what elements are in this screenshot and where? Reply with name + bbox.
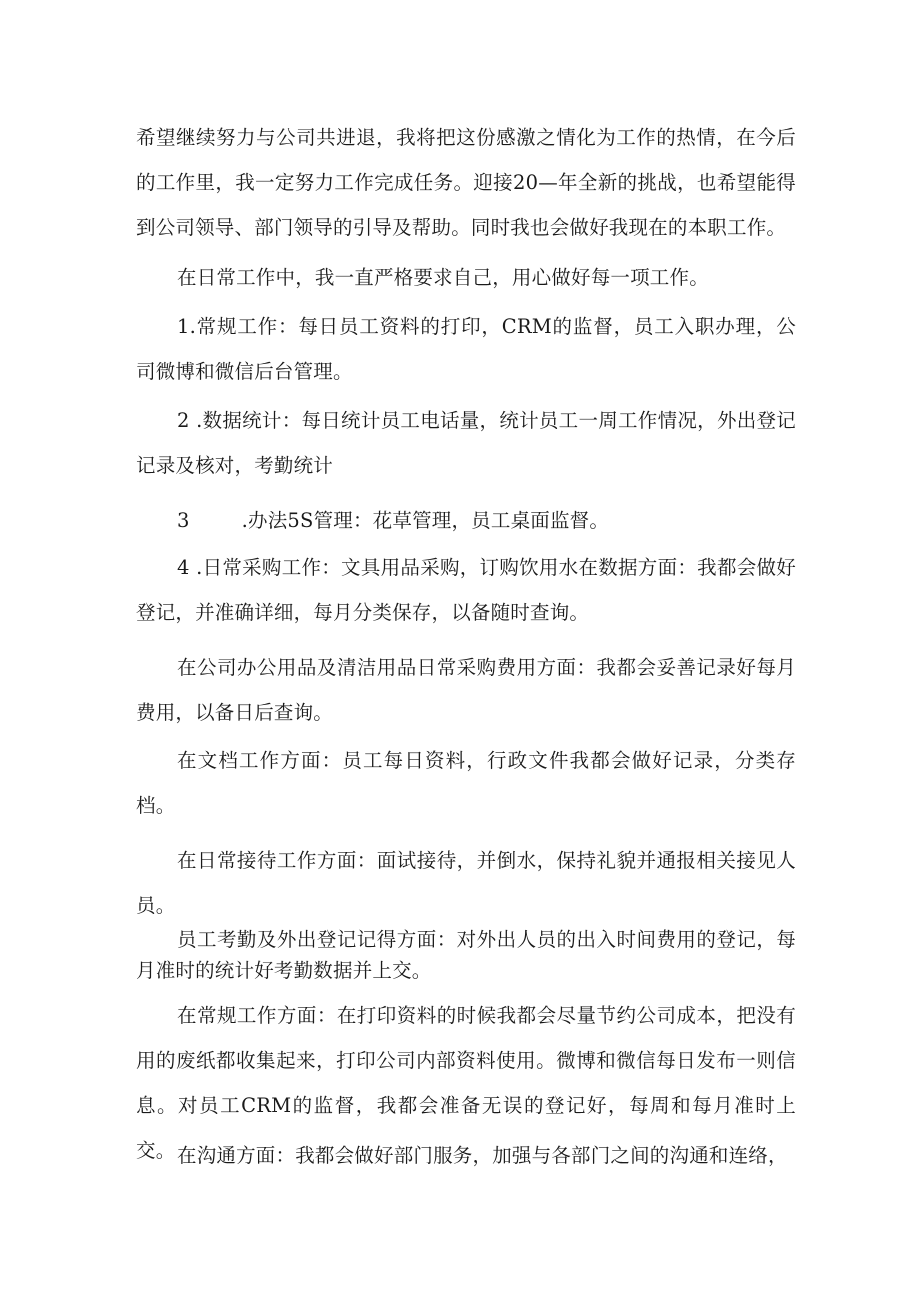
paragraph-continuation: 希望继续努力与公司共进退，我将把这份感激之情化为工作的热情，在今后的工作里，我一定努力工作完成任务。迎接20—年全新的挑战，也希望能得到公司领导、部门领导的引导及帮助。同时我也会做好我现在的本职工作。 (136, 126, 796, 239)
paragraph-reception-work: 在日常接待工作方面：面试接待，并倒水，保持礼貌并通报相关接见人员。 (136, 849, 796, 917)
paragraph-daily-work-intro: 在日常工作中，我一直严格要求自己，用心做好每一项工作。 (177, 266, 709, 289)
paragraph-communication: 在沟通方面：我都会做好部门服务，加强与各部门之间的沟通和连络， (177, 1144, 788, 1167)
paragraph-document-work: 在文档工作方面：员工每日资料，行政文件我都会做好记录，分类存档。 (136, 749, 796, 817)
paragraph-item-1-routine-work: 1.常规工作：每日员工资料的打印，CRM的监督，员工入职办理，公司微博和微信后台管理。 (136, 315, 796, 383)
paragraph-item-2-data-statistics: 2 .数据统计：每日统计员工电话量，统计员工一周工作情况，外出登记记录及核对，考勤统计 (136, 409, 796, 477)
paragraph-attendance-registration: 员工考勤及外出登记记得方面：对外出人员的出入时间费用的登记，每月准时的统计好考勤数据并上交。 (136, 928, 796, 982)
item-3-text: .办法5S管理：花草管理，员工桌面监督。 (241, 509, 610, 532)
paragraph-office-supplies-costs: 在公司办公用品及清洁用品日常采购费用方面：我都会妥善记录好每月费用，以备日后查询。 (136, 656, 796, 724)
paragraph-routine-work-cost-saving: 在常规工作方面：在打印资料的时候我都会尽量节约公司成本，把没有用的废纸都收集起来，打印公司内部资料使用。微博和微信每日发布一则信息。对员工CRM的监督，我都会准备无误的登记好，每周和每月准时上交。 (136, 1004, 796, 1162)
paragraph-item-4-procurement: 4 .日常采购工作：文具用品采购，订购饮用水在数据方面：我都会做好登记，并准确详细，每月分类保存，以备随时查询。 (136, 556, 796, 624)
item-3-number: 3 (177, 509, 190, 532)
paragraph-item-3-5s-management (136, 498, 796, 543)
